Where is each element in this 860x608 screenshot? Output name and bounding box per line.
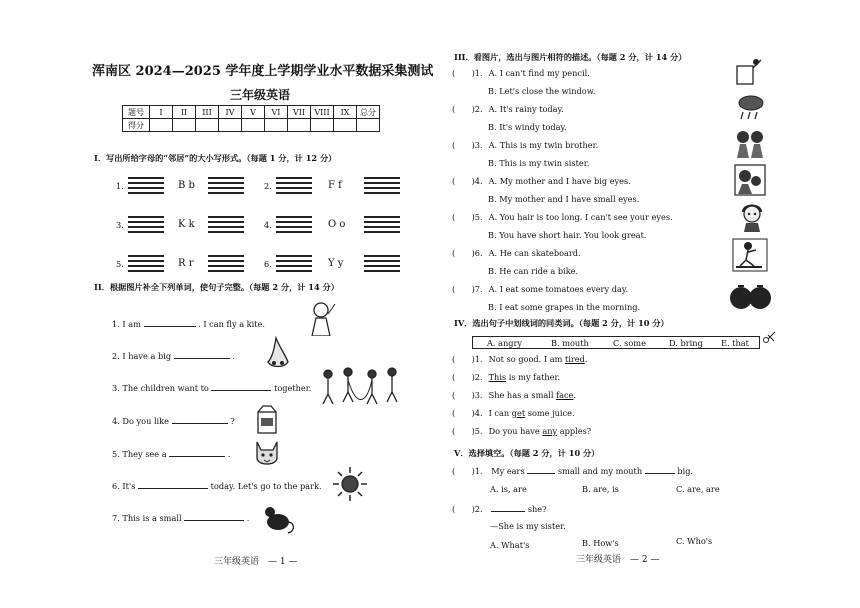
s4-item-num: )4. bbox=[471, 408, 483, 418]
s2-pre: 6. It's bbox=[112, 481, 136, 491]
s2-pre: 2. I have a big bbox=[112, 351, 172, 361]
s1-item-num: 4. bbox=[264, 220, 272, 230]
s5-q1-mid: small and my mouth bbox=[557, 466, 643, 476]
s4-option: B. mouth bbox=[551, 338, 589, 348]
s5-q2-opt-b: B. How's bbox=[582, 538, 619, 548]
s4-underlined-word: any bbox=[542, 426, 558, 436]
s3-item-num: )4. bbox=[471, 176, 483, 186]
s2-post: . bbox=[232, 351, 235, 361]
answer-paren[interactable]: ( bbox=[452, 140, 472, 150]
answer-paren[interactable]: ( bbox=[452, 466, 472, 476]
score-table-header-cell: IX bbox=[334, 106, 357, 119]
s4-underlined-word: get bbox=[511, 408, 526, 418]
score-cell[interactable] bbox=[311, 119, 334, 132]
s4-item bbox=[452, 408, 575, 419]
exam-title: 浑南区 2024—2025 学年度上学期学业水平数据采集测试 bbox=[92, 64, 434, 79]
s1-letters: K k bbox=[178, 219, 195, 230]
s2-post: ? bbox=[230, 416, 235, 426]
window-picture bbox=[734, 56, 764, 86]
writing-lines[interactable] bbox=[364, 255, 400, 271]
s2-pre: 4. Do you like bbox=[112, 416, 169, 426]
score-table-header-cell: VIII bbox=[311, 106, 334, 119]
answer-paren[interactable]: ( bbox=[452, 372, 472, 382]
answer-blank[interactable] bbox=[172, 423, 228, 424]
s4-item bbox=[452, 354, 587, 365]
s1-item-num: 5. bbox=[116, 259, 124, 269]
s4-post: apples? bbox=[557, 426, 592, 436]
skateboard-picture bbox=[732, 238, 768, 272]
s4-post: some juice. bbox=[525, 408, 575, 418]
s5-q1-pre: My ears bbox=[491, 466, 525, 476]
s5-q2 bbox=[452, 504, 547, 515]
left-page-footer: 三年级英语 — 1 — bbox=[214, 557, 298, 567]
score-cell[interactable] bbox=[334, 119, 357, 132]
section4-list bbox=[452, 354, 752, 444]
score-cell[interactable] bbox=[265, 119, 288, 132]
s3-item bbox=[452, 284, 628, 295]
answer-blank[interactable] bbox=[169, 456, 225, 457]
s1-letters: R r bbox=[178, 258, 194, 269]
s2-post: today. Let's go to the park. bbox=[210, 481, 322, 491]
writing-lines[interactable] bbox=[276, 255, 312, 271]
score-cell[interactable] bbox=[219, 119, 242, 132]
girl-kite-picture bbox=[306, 300, 336, 336]
s4-option: D. bring bbox=[669, 338, 703, 348]
answer-paren[interactable]: ( bbox=[452, 504, 472, 514]
s3-item bbox=[452, 212, 673, 223]
s2-item-5 bbox=[112, 449, 230, 459]
writing-lines[interactable] bbox=[364, 177, 400, 193]
milk-carton-picture bbox=[256, 404, 278, 434]
s3-item bbox=[452, 176, 631, 187]
score-cell[interactable] bbox=[173, 119, 196, 132]
scissors-icon bbox=[762, 330, 776, 344]
writing-lines[interactable] bbox=[276, 216, 312, 232]
s5-q1-opt-a: A. is, are bbox=[490, 484, 527, 494]
s3-option-b: B. Let's close the window. bbox=[488, 86, 596, 96]
s3-option-b: B. I eat some grapes in the morning. bbox=[488, 302, 641, 312]
score-table-header-cell: VI bbox=[265, 106, 288, 119]
s1-item-num: 6. bbox=[264, 259, 272, 269]
s5-q1-opt-b: B. are, is bbox=[582, 484, 619, 494]
writing-lines[interactable] bbox=[276, 177, 312, 193]
answer-blank[interactable] bbox=[527, 473, 555, 474]
cat-picture bbox=[252, 436, 282, 470]
writing-lines[interactable] bbox=[128, 177, 164, 193]
answer-blank[interactable] bbox=[138, 488, 208, 489]
answer-paren[interactable]: ( bbox=[452, 248, 472, 258]
s3-item-num: )6. bbox=[471, 248, 483, 258]
s4-underlined-word: This bbox=[488, 372, 507, 382]
section5-heading: V．选择填空。（每题 2 分，计 10 分） bbox=[454, 448, 600, 458]
s5-q1-num: )1. bbox=[471, 466, 483, 476]
writing-lines[interactable] bbox=[128, 216, 164, 232]
s1-item-num: 2. bbox=[264, 181, 272, 191]
s3-option-a: A. I can't find my pencil. bbox=[488, 68, 590, 78]
s2-post: . bbox=[246, 513, 250, 523]
score-cell[interactable] bbox=[196, 119, 219, 132]
s4-item-num: )3. bbox=[471, 390, 483, 400]
score-cell[interactable] bbox=[150, 119, 173, 132]
score-table-header-cell: 总分 bbox=[357, 106, 380, 119]
twin-girls-picture bbox=[734, 128, 766, 158]
section4-option-box bbox=[472, 336, 760, 349]
s5-q2-opt-c: C. Who's bbox=[676, 536, 713, 546]
s1-letters: F f bbox=[328, 180, 342, 191]
right-page-footer: 三年级英语 — 2 — bbox=[576, 555, 660, 565]
s3-option-a: A. I eat some tomatoes every day. bbox=[488, 284, 628, 294]
section2-heading: II．根据图片补全下列单词，使句子完整。（每题 2 分，计 14 分） bbox=[94, 282, 339, 292]
s3-item-num: )3. bbox=[471, 140, 483, 150]
writing-lines[interactable] bbox=[208, 177, 244, 193]
s2-post: together. bbox=[274, 383, 312, 393]
answer-blank[interactable] bbox=[174, 358, 230, 359]
exam-subtitle: 三年级英语 bbox=[230, 88, 291, 102]
answer-paren[interactable]: ( bbox=[452, 426, 472, 436]
s2-pre: 3. The children want to bbox=[112, 383, 209, 393]
s3-item bbox=[452, 104, 564, 115]
s3-item-num: )7. bbox=[471, 284, 483, 294]
score-table-header-cell: 题号 bbox=[123, 106, 150, 119]
s3-option-b: B. My mother and I have small eyes. bbox=[488, 194, 640, 204]
s2-item-2 bbox=[112, 351, 235, 361]
s2-item-6 bbox=[112, 481, 322, 491]
s3-option-b: B. You have short hair. You look great. bbox=[488, 230, 647, 240]
score-table-header-cell: I bbox=[150, 106, 173, 119]
s2-pre: 1. I am bbox=[112, 319, 141, 329]
score-table-score-row bbox=[123, 119, 380, 132]
s3-option-a: A. He can skateboard. bbox=[488, 248, 581, 258]
answer-paren[interactable]: ( bbox=[452, 68, 472, 78]
s5-q2-num: )2. bbox=[471, 504, 483, 514]
s3-option-a: A. You hair is too long. I can't see your eyes. bbox=[488, 212, 673, 222]
writing-lines[interactable] bbox=[208, 255, 244, 271]
s1-letters: Y y bbox=[328, 258, 344, 269]
nose-picture bbox=[262, 336, 294, 370]
score-row-label: 得分 bbox=[123, 119, 150, 132]
answer-paren[interactable]: ( bbox=[452, 408, 472, 418]
s1-item-num: 1. bbox=[116, 181, 124, 191]
s5-q2-post: she? bbox=[527, 504, 547, 514]
s3-item bbox=[452, 248, 581, 259]
answer-blank[interactable] bbox=[144, 326, 196, 327]
section3-heading: III．看图片，选出与图片相符的描述。（每题 2 分，计 14 分） bbox=[454, 52, 687, 62]
s5-q1-post: big. bbox=[677, 466, 694, 476]
s4-post: is my father. bbox=[506, 372, 561, 382]
s4-option: E. that bbox=[721, 338, 749, 348]
s2-item-3 bbox=[112, 383, 311, 393]
s2-post: . I can fly a kite. bbox=[198, 319, 266, 329]
score-table-header-cell: V bbox=[242, 106, 265, 119]
children-jumping-picture bbox=[320, 366, 402, 406]
s3-item-num: )2. bbox=[471, 104, 483, 114]
s4-pre: I can bbox=[488, 408, 512, 418]
s4-underlined-word: tired bbox=[564, 354, 585, 364]
s2-pre: 5. They see a bbox=[112, 449, 167, 459]
s3-item bbox=[452, 68, 590, 79]
answer-paren[interactable]: ( bbox=[452, 104, 472, 114]
s3-option-b: B. This is my twin sister. bbox=[488, 158, 590, 168]
mother-child-picture bbox=[734, 164, 766, 196]
answer-blank[interactable] bbox=[645, 473, 675, 474]
answer-blank[interactable] bbox=[184, 520, 244, 521]
score-table-header-row bbox=[123, 106, 380, 119]
s4-option: C. some bbox=[613, 338, 646, 348]
score-cell[interactable] bbox=[357, 119, 380, 132]
s4-post: . bbox=[584, 354, 588, 364]
s4-pre: Do you have bbox=[488, 426, 543, 436]
s5-q1 bbox=[452, 466, 693, 477]
s5-q2-answer: —She is my sister. bbox=[490, 521, 566, 531]
score-table bbox=[122, 105, 380, 132]
score-table-header-cell: II bbox=[173, 106, 196, 119]
s2-item-4 bbox=[112, 416, 235, 426]
s4-option: A. angry bbox=[487, 338, 523, 348]
answer-paren[interactable]: ( bbox=[452, 354, 472, 364]
writing-lines[interactable] bbox=[128, 255, 164, 271]
answer-paren[interactable]: ( bbox=[452, 284, 472, 294]
score-cell[interactable] bbox=[242, 119, 265, 132]
s4-item bbox=[452, 372, 560, 383]
s4-item-num: )5. bbox=[471, 426, 483, 436]
score-table-header-cell: IV bbox=[219, 106, 242, 119]
sun-picture bbox=[332, 466, 368, 502]
s1-item-num: 3. bbox=[116, 220, 124, 230]
answer-paren[interactable]: ( bbox=[452, 212, 472, 222]
s4-pre: She has a small bbox=[488, 390, 557, 400]
s5-q1-opt-c: C. are, are bbox=[676, 484, 720, 494]
s3-option-b: B. It's windy today. bbox=[488, 122, 567, 132]
section1-heading: I．写出所给字母的“邻居”的大小写形式。（每题 1 分，计 12 分） bbox=[94, 153, 337, 163]
s4-item-num: )1. bbox=[471, 354, 483, 364]
score-cell[interactable] bbox=[288, 119, 311, 132]
s4-item bbox=[452, 390, 576, 401]
rain-picture bbox=[736, 94, 766, 122]
answer-blank[interactable] bbox=[491, 511, 525, 512]
s5-q2-opt-a: A. What's bbox=[490, 540, 530, 550]
mouse-picture bbox=[258, 500, 298, 536]
tomatoes-picture bbox=[728, 278, 774, 312]
writing-lines[interactable] bbox=[364, 216, 400, 232]
s1-letters: B b bbox=[178, 180, 195, 191]
s2-post: . bbox=[227, 449, 231, 459]
s4-item-num: )2. bbox=[471, 372, 483, 382]
s3-option-a: A. It's rainy today. bbox=[488, 104, 564, 114]
boy-short-hair-picture bbox=[738, 200, 766, 232]
s4-pre: Not so good. I am bbox=[488, 354, 565, 364]
answer-paren[interactable]: ( bbox=[452, 390, 472, 400]
s3-item-num: )5. bbox=[471, 212, 483, 222]
answer-paren[interactable]: ( bbox=[452, 176, 472, 186]
s3-option-b: B. He can ride a bike. bbox=[488, 266, 579, 276]
section4-heading: IV．选出句子中划线词的同类词。（每题 2 分，计 10 分） bbox=[454, 318, 669, 328]
score-table-header-cell: VII bbox=[288, 106, 311, 119]
s4-item bbox=[452, 426, 591, 437]
s3-item bbox=[452, 140, 598, 151]
s2-pre: 7. This is a small bbox=[112, 513, 182, 523]
answer-blank[interactable] bbox=[211, 390, 271, 391]
s4-post: . bbox=[573, 390, 577, 400]
s2-item-1 bbox=[112, 319, 265, 329]
s1-letters: O o bbox=[328, 219, 346, 230]
section1-grid bbox=[112, 175, 422, 285]
s4-underlined-word: face bbox=[556, 390, 574, 400]
writing-lines[interactable] bbox=[208, 216, 244, 232]
s3-option-a: A. My mother and I have big eyes. bbox=[488, 176, 631, 186]
s2-item-7 bbox=[112, 513, 249, 523]
section3-list bbox=[452, 66, 752, 316]
s3-option-a: A. This is my twin brother. bbox=[488, 140, 599, 150]
s3-item-num: )1. bbox=[471, 68, 483, 78]
score-table-header-cell: III bbox=[196, 106, 219, 119]
